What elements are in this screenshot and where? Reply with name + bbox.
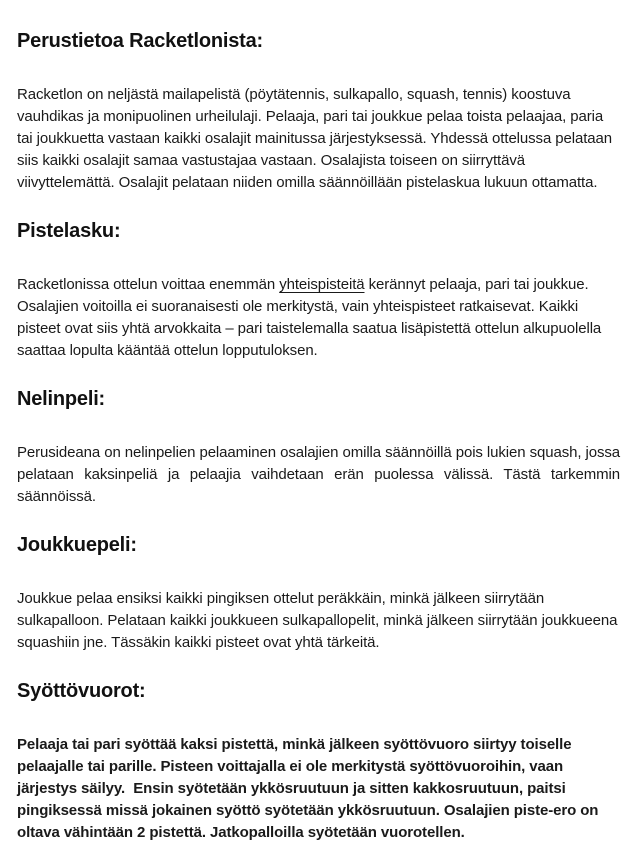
section-paragraph-pistelasku (17, 274, 620, 362)
section-heading-syottovuorot: Syöttövuorot: (17, 680, 146, 702)
section-heading-joukkuepeli: Joukkuepeli: (17, 534, 137, 556)
section-paragraph-joukkuepeli: Joukkue pelaa ensiksi kaikki pingiksen ottelut peräkkäin, minkä jälkeen siirrytään sulkapalloon. Pelataan kaikki joukkueen sulkapallopelit, minkä jälkeen siirrytään joukkueena squashiin jne. Tässäkin kaikki pisteet ovat yhtä tärkeitä. (17, 590, 622, 651)
section-joukkuepeli (17, 532, 620, 654)
section-paragraph-nelinpeli: Perusideana on nelinpelien pelaaminen osalajien omilla säännöillä pois lukien squash, jossa pelataan kaksinpeliä ja pelaajia vaihdetaan erän puolessa välissä. Tästä tarkemmin säännöissä. (17, 444, 625, 505)
section-pistelasku (17, 218, 620, 362)
paragraph-text-before: Racketlonissa ottelun voittaa enemmän (17, 276, 280, 293)
section-heading-pistelasku: Pistelasku: (17, 220, 121, 242)
section-paragraph-syottovuorot: Pelaaja tai pari syöttää kaksi pistettä, minkä jälkeen syöttövuoro siirtyy toiselle pelaajalle tai parille. Pisteen voittajalla ei ole merkitystä syöttövuoroihin, vaan järjestys säilyy. Ensin syötetään ykkösruutuun ja sitten kakkosruutuun, paitsi pingiksessä missä jokainen syöttö syötetään ykkösruutuun. Osalajien piste-ero on oltava vähintään 2 pistettä. Jatkopalloilla syötetään vuorotellen. (17, 736, 603, 841)
section-nelinpeli (17, 386, 625, 508)
underlined-term: yhteispisteitä (279, 276, 365, 293)
paragraph-text-after: kerännyt pelaaja, pari tai joukkue. Osalajien voitoilla ei suoranaisesti ole merkitystä, vain yhteispisteet ratkaisevat. Kaikki pisteet ovat siis yhtä arvokkaita – pari taistelemalla saatua lisäpistettä ottelun alkupuolella saattaa lopulta kääntää ottelun lopputuloksen. (17, 276, 606, 359)
section-perustietoa (17, 28, 620, 194)
section-paragraph-perustietoa: Racketlon on neljästä mailapelistä (pöytätennis, sulkapallo, squash, tennis) koostuva vauhdikas ja monipuolinen urheilulaji. Pelaaja, pari tai joukkue pelaa toista pelaajaa, paria tai joukkuetta vastaan kaikki osalajit mainitussa järjestyksessä. Yhdessä ottelussa pelataan siis kaikki osalajit samaa vastustajaa vastaan. Osalajista toiseen on siirryttävä viivyttelemättä. Osalajit pelataan niiden omilla säännöillään pistelaskua lukuun ottamatta. (17, 86, 617, 191)
section-heading-perustietoa: Perustietoa Racketlonista: (17, 30, 263, 52)
section-syottovuorot (17, 678, 620, 844)
section-heading-nelinpeli: Nelinpeli: (17, 388, 106, 410)
